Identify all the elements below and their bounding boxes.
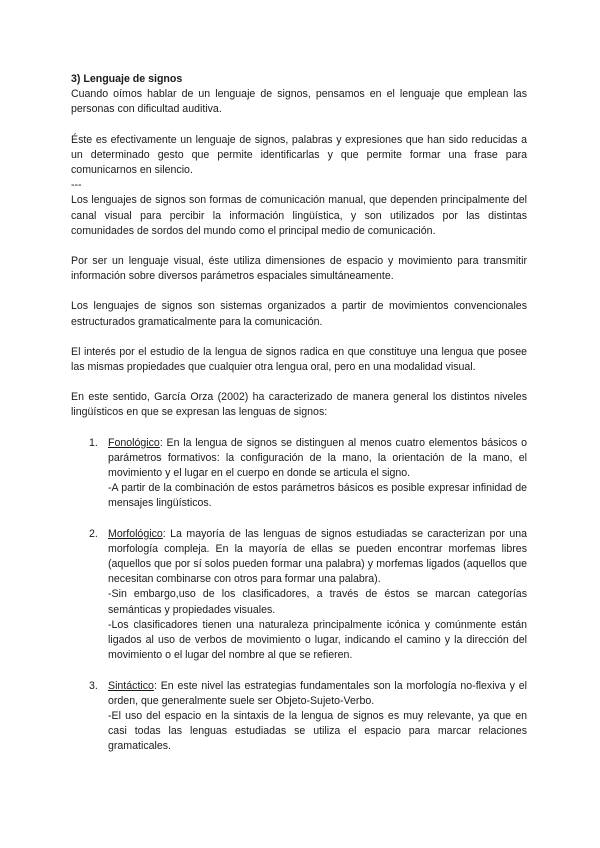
level-description: : En este nivel las estrategias fundamentales son la morfología no-flexiva y el orden, que generalmente suele ser Objeto-Sujeto-Verbo.: [108, 679, 527, 707]
list-number: 3.: [89, 679, 98, 692]
level-description: : La mayoría de las lenguas de signos estudiadas se caracterizan por una morfología compleja. En la mayoría de ellas se pueden encontrar morfemas libres (aquellos que por sí solos pueden formar una palabra) y morfemas ligados (aquellos que necesitan combinarse con otros para formar una palabra).: [108, 527, 527, 586]
level-description: : En la lengua de signos se distinguen al menos cuatro elementos básicos o parámetros formativos: la configuración de la mano, la orientación de la mano, el movimiento y el lugar en el cuerpo en donde se articula el signo.: [108, 436, 527, 480]
list-number: 1.: [89, 436, 98, 449]
term-morphological: Morfológico: [108, 527, 163, 540]
intro-paragraph: Cuando oímos hablar de un lenguaje de signos, pensamos en el lenguaje que emplean las personas con dificultad auditiva.: [71, 88, 527, 116]
level-note: -Los clasificadores tienen una naturaleza principalmente icónica y comúnmente están ligados al uso de verbos de movimiento o lugar, indicando el camino y la dirección del movimiento o el lugar del nombre al que se refieren.: [108, 618, 527, 662]
term-phonological: Fonológico: [108, 436, 160, 449]
level-note: -El uso del espacio en la sintaxis de la lengua de signos es muy relevante, ya que en casi todas las lenguas estudiadas se utiliza el espacio para marcar relaciones gramaticales.: [108, 709, 527, 753]
section-title: 3) Lenguaje de signos: [71, 73, 183, 85]
separator: ---: [71, 179, 82, 192]
list-number: 2.: [89, 527, 98, 540]
interest-paragraph: El interés por el estudio de la lengua de signos radica en que constituye una lengua que posee las mismas propiedades que cualquier otra lengua oral, pero en una modalidad visual.: [71, 345, 527, 374]
level-note: -Sin embargo,uso de los clasificadores, a través de éstos se marcan categorías semánticas y propiedades visuales.: [108, 588, 527, 616]
levels-intro-paragraph: En este sentido, García Orza (2002) ha caracterizado de manera general los distintos niveles lingüísticos en que se expresan las lenguas de signos:: [71, 391, 527, 419]
definition-paragraph: Éste es efectivamente un lenguaje de signos, palabras y expresiones que han sido reducidas a un determinado gesto que permite identificarlas y que permite formar una frase para comunicarnos en silencio.: [71, 133, 527, 177]
document-body: [71, 72, 527, 755]
linguistic-levels-list: [71, 436, 527, 755]
term-syntactic: Sintáctico: [108, 679, 154, 692]
manual-communication-paragraph: Los lenguajes de signos son formas de comunicación manual, que dependen principalmente del canal visual para percibir la información lingüística, y son utilizados por las distintas comunidades de sordos del mundo como el principal medio de comunicación.: [71, 194, 527, 237]
visual-language-paragraph: Por ser un lenguaje visual, éste utiliza dimensiones de espacio y movimiento para transmitir información sobre diversos parámetros espaciales simultáneamente.: [71, 255, 527, 283]
level-note: -A partir de la combinación de estos parámetros básicos es posible expresar infinidad de mensajes lingüísticos.: [108, 482, 527, 510]
organized-systems-paragraph: Los lenguajes de signos son sistemas organizados a partir de movimientos convencionales estructurados gramaticalmente para la comunicación.: [71, 300, 527, 328]
list-item-syntactic: [71, 679, 527, 755]
list-item-morphological: [71, 527, 527, 664]
list-item-phonological: [71, 436, 527, 512]
